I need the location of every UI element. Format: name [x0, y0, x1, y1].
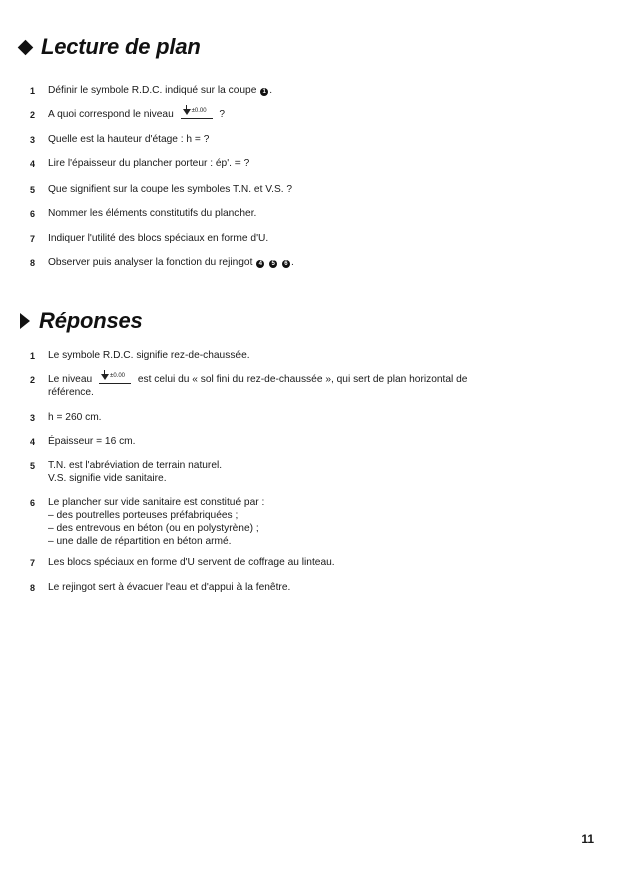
answer-text: Épaisseur = 16 cm. [48, 436, 136, 447]
question-item [30, 84, 598, 98]
item-number: 5 [30, 461, 36, 471]
item-number: 3 [30, 135, 36, 145]
lecture-title: Lecture de plan [41, 34, 201, 59]
question-item [30, 232, 598, 246]
level-value: ±0.00 [110, 373, 126, 379]
question-text: Quelle est la hauteur d'étage : h = ? [48, 134, 210, 145]
question-item [30, 256, 598, 270]
level-marker-icon [181, 108, 213, 119]
question-text: Lire l'épaisseur du plancher porteur : ép'. = ? [48, 158, 250, 169]
level-marker-icon [99, 373, 131, 384]
punctuation: ? [219, 109, 226, 120]
item-number: 2 [30, 110, 36, 120]
punctuation: . [269, 85, 273, 96]
page-number: 11 [581, 832, 594, 846]
item-number: 7 [30, 558, 36, 568]
item-number: 2 [30, 375, 36, 385]
answer-text: Le niveau [48, 374, 93, 385]
answer-item [30, 411, 598, 425]
circled-number-icon: 4 [256, 260, 264, 268]
item-number: 4 [30, 159, 36, 169]
item-number: 3 [30, 413, 36, 423]
answer-text: h = 260 cm. [48, 412, 102, 423]
question-item [30, 183, 598, 197]
answer-text: – des entrevous en béton (ou en polystyrène) ; [48, 523, 259, 534]
item-number: 4 [30, 437, 36, 447]
circled-number-icon: 6 [282, 260, 290, 268]
arrow-bullet-icon [20, 313, 30, 329]
answer-text: – une dalle de répartition en béton armé. [48, 536, 232, 547]
diamond-bullet-icon [18, 39, 34, 55]
answer-item [30, 581, 598, 595]
question-text: Observer puis analyser la fonction du rejingot [48, 257, 253, 268]
answer-text: Le symbole R.D.C. signifie rez-de-chaussée. [48, 350, 250, 361]
answer-text: Le plancher sur vide sanitaire est constitué par : [48, 497, 265, 508]
lecture-heading [20, 34, 201, 60]
answer-text: référence. [48, 387, 94, 398]
item-number: 8 [30, 583, 36, 593]
circled-number-icon: 5 [269, 260, 277, 268]
answer-item [30, 556, 598, 570]
question-text: A quoi correspond le niveau [48, 109, 174, 120]
level-value: ±0.00 [191, 108, 207, 114]
answer-text: T.N. est l'abréviation de terrain naturel. [48, 460, 223, 471]
question-text: Nommer les éléments constitutifs du plancher. [48, 208, 257, 219]
answer-text: est celui du « sol fini du rez-de-chaussée », qui sert de plan horizontal de [137, 374, 468, 385]
item-number: 8 [30, 258, 36, 268]
reponses-title: Réponses [39, 308, 143, 333]
question-item [30, 207, 598, 221]
question-item [30, 108, 598, 122]
question-text: Que signifient sur la coupe les symboles T.N. et V.S. ? [48, 184, 293, 195]
item-number: 1 [30, 351, 36, 361]
question-text: Définir le symbole R.D.C. indiqué sur la coupe [48, 85, 257, 96]
answer-text: Les blocs spéciaux en forme d'U servent de coffrage au linteau. [48, 557, 335, 568]
answer-text: – des poutrelles porteuses préfabriquées ; [48, 510, 239, 521]
answer-text: V.S. signifie vide sanitaire. [48, 473, 167, 484]
item-number: 1 [30, 86, 36, 96]
answer-item [30, 459, 598, 485]
answer-item [30, 435, 598, 449]
reponses-heading [20, 308, 143, 334]
answer-item [30, 349, 598, 363]
question-item [30, 133, 598, 147]
answer-item [30, 373, 598, 399]
punctuation: . [290, 257, 294, 268]
item-number: 5 [30, 185, 36, 195]
question-text: Indiquer l'utilité des blocs spéciaux en forme d'U. [48, 233, 269, 244]
answer-text: Le rejingot sert à évacuer l'eau et d'appui à la fenêtre. [48, 582, 291, 593]
item-number: 6 [30, 498, 36, 508]
question-item [30, 157, 598, 171]
circled-number-icon: 1 [260, 88, 268, 96]
item-number: 7 [30, 234, 36, 244]
item-number: 6 [30, 209, 36, 219]
answer-item [30, 496, 598, 548]
